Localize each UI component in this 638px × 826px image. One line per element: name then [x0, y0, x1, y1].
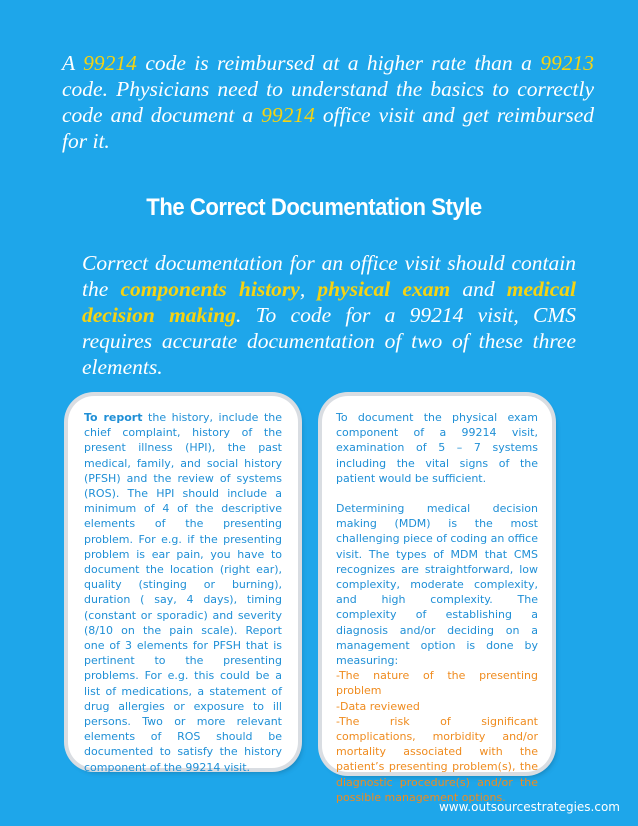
lead-keyword-physical-exam: physical exam — [317, 277, 451, 301]
section-title: The Correct Documentation Style — [146, 194, 482, 221]
exam-paragraph: To document the physical exam component of a 99214 visit, examination of 5 – 7 systems including the vital signs of the patient would be sufficient. — [336, 411, 538, 485]
intro-text-4: office visit and get reimbursed for it. — [62, 103, 595, 153]
lead-keyword-history: components history — [120, 277, 300, 301]
footer-website-url: www.outsourcestrategies.com — [438, 800, 620, 814]
intro-text-3: code. Physicians need to understand the basics to correctly code and document a — [62, 77, 594, 127]
intro-paragraph — [62, 50, 594, 154]
history-card — [68, 396, 298, 774]
lead-keyword-mdm: medical decision making — [82, 277, 577, 327]
list-item: -The risk of significant complications, morbidity and/or mortality associated with the patient’s presenting problem(s), the diagnostic procedure(s) and/or the possible management options. — [336, 714, 538, 804]
lead-paragraph — [82, 250, 576, 380]
intro-code-99214-second: 99214 — [261, 103, 315, 127]
history-card-lead: To report — [84, 411, 143, 424]
lead-text-4: . To code for a 99214 visit, CMS requires accurate documentation of two of these three elements. — [82, 303, 576, 379]
mdm-paragraph: Determining medical decision making (MDM) is the most challenging piece of coding an office visit. The types of MDM that CMS recognizes are straightforward, low complexity, moderate complexity, and high complexity. The complexity of establishing a diagnosis and/or deciding on a management option is done by measuring: — [336, 502, 538, 668]
lead-text-3: and — [450, 277, 507, 301]
history-card-body: the history, include the chief complaint, history of the present illness (HPI), the past medical, family, and social history (PFSH) and the review of systems (ROS). The HPI should include a minimum of 4 of the descriptive elements of the presenting problem. For e.g. if the presenting problem is ear pain, you have to document the location (right ear), quality (stinging or burning), duration ( say, 4 days), timing (constant or sporadic) and severity (8/10 on the pain scale). Report one of 3 elements for PFSH that is pertinent to the presenting problems. For e.g. this could be a list of medications, a statement of drug allergies or exposure to ill persons. Two or more relevant elements of ROS should be documented to satisfy the history component of the 99214 visit. — [84, 411, 282, 774]
lead-text-2: , — [299, 277, 318, 301]
list-item: -The nature of the presenting problem — [336, 669, 538, 698]
intro-code-99214: 99214 — [83, 51, 137, 75]
intro-text-1: A — [62, 51, 84, 75]
paragraph-spacer — [336, 486, 538, 501]
exam-mdm-card — [322, 396, 552, 804]
lead-text-1: Correct documentation for an office visit should contain the — [82, 251, 576, 301]
intro-text-2: code is reimbursed at a higher rate than a — [136, 51, 541, 75]
mdm-measures-list — [336, 668, 538, 805]
intro-code-99213: 99213 — [540, 51, 594, 75]
history-card-text — [84, 410, 282, 775]
list-item: -Data reviewed — [336, 699, 420, 713]
